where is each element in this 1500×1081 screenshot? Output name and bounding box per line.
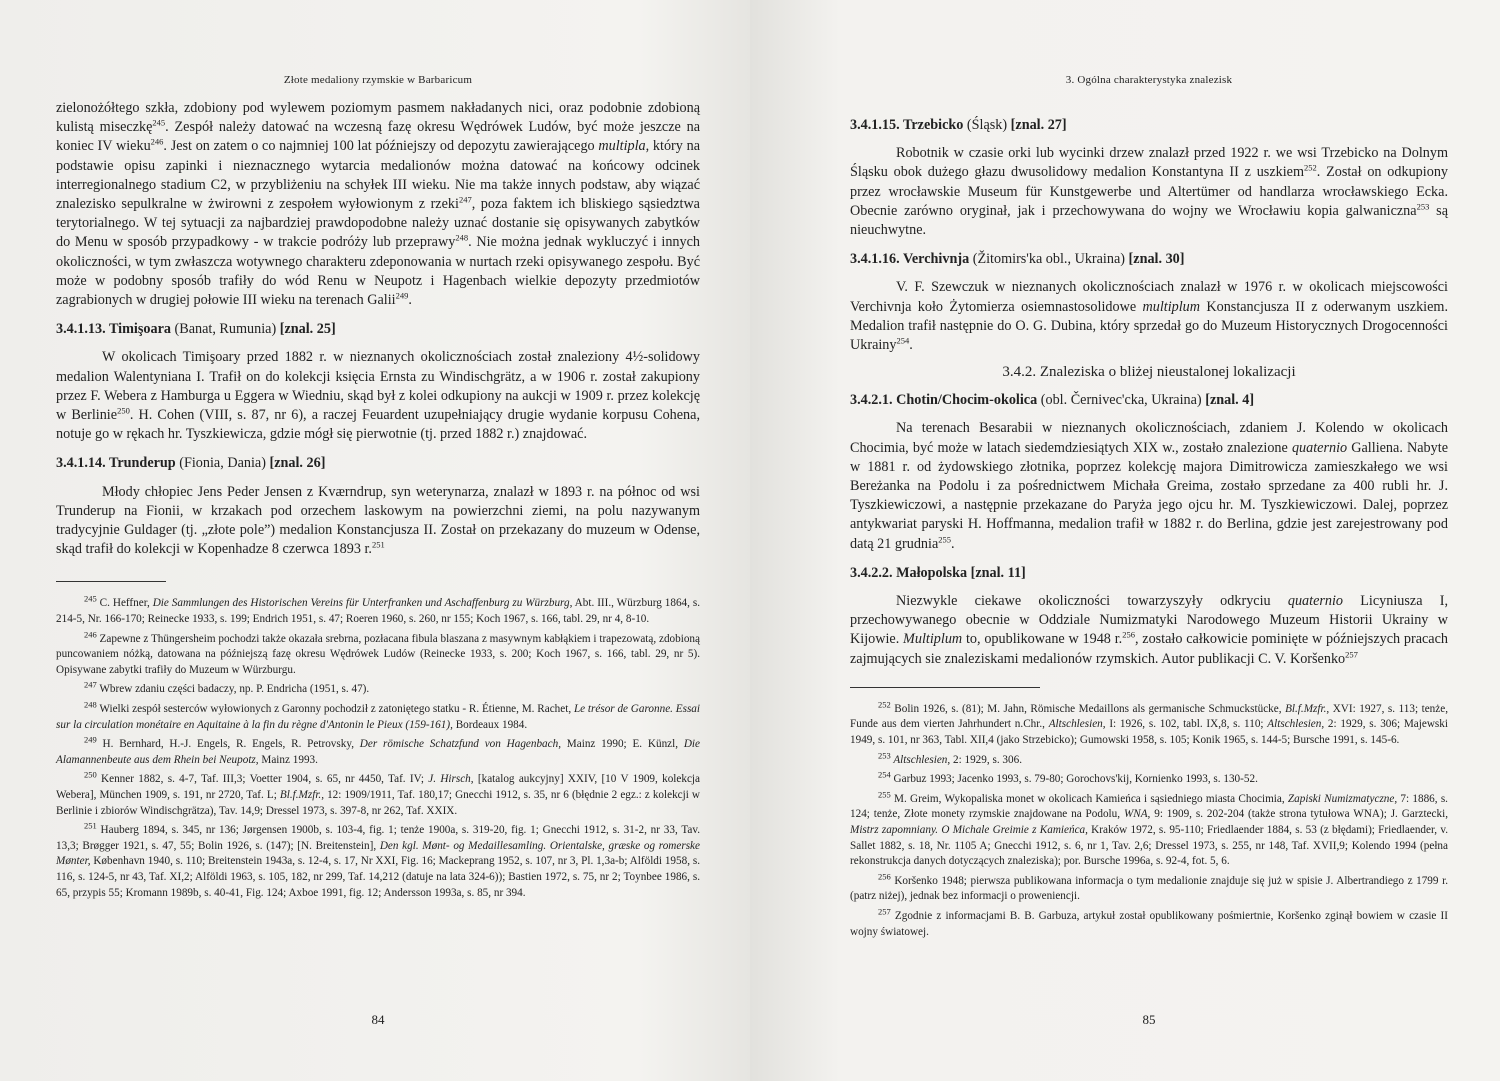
text-span: zielonożółtego szkła, zdobiony pod wylewem poziomym pasmem nakładanych nici, oraz podobnie zdobioną kulistą miseczkę	[56, 100, 700, 136]
text-span: 2: 1929, s. 306; Majewski 1949, s. 101, nr 363, Tabl. XII,4 (jako Strzebicko); Gumowski 1958, s. 105; Konik 1965, s. 144-5; Bursche 1991, s. 145-6.	[850, 718, 1448, 747]
italic-span: Die Alamannenbeute aus dem Rhein bei Neupotz,	[56, 738, 700, 766]
footnote-number: 251	[84, 820, 97, 831]
section-heading-3-4-2-1	[850, 391, 1448, 410]
text-span: . Nie można jednak wykluczyć i innych okoliczności, w tym zwłaszcza wotywnego charakteru zdeponowania w nurtach rzeki opisywanego zespołu. Być może w podobny sposób trafiły do wód Renu w Neupotz i Hagenbach wielkie depozyty przedmiotów zagrabionych w drugiej połowie III wieku na terenach Galii	[56, 234, 700, 309]
text-span: . Został on odkupiony przez wrocławskie Museum für Kunstgewerbe und Altertümer od handlarza wrocławskiego Ecka. Obecnie zarówno oryginał, jak i przechowywana do wojny we Wrocławiu kopia galwaniczna	[850, 164, 1449, 219]
footnote-ref: 247	[458, 194, 472, 205]
heading-number-place: 3.4.2.1. Chotin/Chocim-okolica	[850, 392, 1038, 409]
footnote-ref: 249	[395, 290, 409, 301]
text-span: Hauberg 1894, s. 345, nr 136; Jørgensen 1900b, s. 103-4, fig. 1; tenże 1900a, s. 319-20, fig. 1; Gnecchi 1912, s. 31-2, nr 33, Tav. 13,3; Brøgger 1921, s. 47, 55; Bolin 1926, s. (147); [N. Breitenstein],	[56, 824, 700, 852]
footnote-ref: 254	[896, 335, 910, 346]
section-paragraph	[850, 144, 1448, 240]
footnote-246	[56, 628, 700, 679]
heading-number-place: 3.4.1.14. Trunderup	[56, 455, 176, 472]
footnote-number: 252	[878, 699, 891, 710]
heading-region: (Śląsk)	[963, 117, 1011, 133]
section-heading-3-4-1-14	[56, 454, 700, 473]
running-head: 3. Ogólna charakterystyka znalezisk	[1065, 74, 1233, 86]
text-span: Młody chłopiec Jens Peder Jensen z Kværndrup, syn weterynarza, znalazł w 1893 r. na północ od wsi Trunderup na Fionii, w krzakach pod orzechem laskowym na powierzchni ziemi, na polu nazywanym tradycyjnie Guldager (tj. „złote pole”) medalion Konstancjusza II. Został on przekazany do muzeum w Odense, skąd trafił do kolekcji w Kopenhadze 8 czerwca 1893 r.	[56, 483, 700, 558]
heading-number-place: 3.4.1.15. Trzebicko	[850, 117, 964, 133]
footnote-number: 245	[84, 593, 97, 604]
italic-span: quaternio	[1287, 593, 1344, 610]
footnote-255	[850, 789, 1448, 870]
italic-span: Den kgl. Mønt- og Medaillesamling. Orientalske, græske og romerske Mønter,	[56, 839, 700, 868]
section-heading-3-4-2-2	[850, 564, 1448, 583]
section-heading-3-4-2: 3.4.2. Znaleziska o bliżej nieustalonej lokalizacji	[1002, 364, 1296, 381]
heading-region: (obl. Černivec'cka, Ukraina)	[1037, 392, 1206, 409]
footnote-number: 246	[84, 628, 97, 639]
text-span: to, opublikowane w 1948 r.	[962, 631, 1123, 648]
text-span: Niezwykle ciekawe okoliczności towarzyszyły odkryciu	[896, 593, 1288, 610]
heading-find-tag: [znal. 30]	[1128, 251, 1185, 268]
italic-span: multiplum	[1142, 298, 1201, 315]
text-span: Zapewne z Thüngersheim pochodzi także okazała srebrna, pozłacana fibula blaszana z masywnym kabłąkiem i trapezowatą, zdobioną puncowaniem nóżką, datowana na późniejszą fazę okresu Wędrówek Ludów (Reinecke 1933, s. 200; Koch 1967, s. 166, tabl. 29, nr 5). Opisywane zabytki trafiły do Muzeum w Würzburgu.	[56, 632, 700, 676]
text-span: C. Heffner,	[96, 597, 153, 610]
text-span: , który na podstawie opisu zapinki i nieznacznego wytarcia medalionów można datować na końcowy odcinek interregionalnego stadium C2, w przybliżeniu na schyłek III wieku. Nie ma także innych podstaw, aby wiązać znalezisko sepulkralne w żwirowni z zespołem wyłowionym z rzeki	[56, 138, 700, 213]
footnote-number: 253	[878, 749, 891, 760]
heading-number-place: 3.4.1.13. Timişoara	[56, 321, 171, 338]
section-heading-3-4-1-15	[850, 116, 1448, 135]
text-span: XVI: 1927, s. 113; tenże, Funde aus dem vierten Jahrhundert n.Chr.,	[850, 702, 1448, 731]
text-span: 12: 1909/1911, Taf. 180,17; Gnecchi 1912, s. 35, nr 6 (błędnie 2 egz.: z kolekcji w Berlinie i zbiorów Windischgrätza), Tav. 14,9; Dressel 1973, s. 397-8, nr 262, Taf. XXIX.	[56, 789, 701, 817]
text-span: .	[951, 535, 955, 552]
footnote-256	[850, 871, 1448, 905]
footnote-247	[56, 679, 700, 698]
text-span: Kenner 1882, s. 4-7, Taf. III,3; Voetter 1904, s. 65, nr 4450, Taf. IV;	[96, 773, 429, 786]
heading-number-place: 3.4.1.16. Verchivnja	[850, 251, 970, 268]
text-span: .	[408, 292, 412, 309]
footnote-245	[56, 593, 701, 627]
heading-find-tag: [znal. 11]	[970, 564, 1026, 581]
text-span: København 1940, s. 110; Breitenstein 1943a, s. 12-4, s. 17, Nr XXI, Fig. 16; Mackeprang 1952, s. 107, nr 3, Pl. 1,3a-b; Alföldi 1958, s. 116, s. 124-5, nr 43, Taf. XI,2; Alföldi 1963, s. 105, 182, nr 299, Taf. 14,212 (datuje na lata 324-6)); Bastien 1972, s. 75, nr 2; Toynbee 1986, s. 65, przypis 55; Kromann 1989b, s. 40-41, Fig. 124; Axboe 1991, fig. 12; Andersson 1993a, s. 85, nr 394.	[56, 855, 700, 899]
text-span: V. F. Szewczuk w nieznanych okolicznościach znalazł w 1976 r. w okolicach miejscowości Verchivnja koło Żytomierza osiemnastosolidowe	[850, 279, 1448, 315]
text-span: Licyniusza I, przechowywanego obecnie w Oddziale Numizmatyki Narodowego Muzeum Historii Ukrainy w Kijowie.	[850, 593, 1448, 648]
footnote-number: 257	[878, 906, 891, 917]
footnote-divider	[56, 581, 166, 582]
text-span: .	[909, 337, 913, 354]
footnote-number: 250	[84, 769, 97, 780]
text-span: . Zespół należy datować na wczesną fazę okresu Wędrówek Ludów, być może jeszcze na koniec IV wieku	[56, 119, 700, 155]
footnote-ref: 253	[1416, 201, 1430, 212]
right-page	[750, 0, 1500, 1081]
running-head: Złote medaliony rzymskie w Barbaricum	[283, 74, 473, 86]
footnote-ref: 256	[1122, 629, 1135, 640]
footnote-249	[56, 734, 700, 768]
text-span: Robotnik w czasie orki lub wycinki drzew znalazł przed 1922 r. we wsi Trzebicko na Dolnym Śląsku obok dużego głazu dwusolidowy medalion Konstantyna II z uszkiem	[850, 145, 1448, 181]
footnote-ref: 255	[938, 533, 951, 544]
heading-number-place: 3.4.2.2. Małopolska	[850, 564, 968, 581]
section-paragraph	[56, 348, 700, 444]
text-span: są nieuchwytne.	[850, 202, 1448, 239]
footnote-divider	[850, 687, 1040, 688]
italic-span: Zapiski Numizmatyczne,	[1287, 792, 1398, 805]
text-span: [katalog aukcyjny] XXIV, [10 V 1909, kolekcja Webera], München 1909, s. 191, nr 2720, Taf. L;	[56, 773, 701, 801]
text-span: H. Bernhard, H.-J. Engels, R. Engels, R. Petrovsky,	[96, 738, 360, 751]
italic-span: J. Hirsch,	[428, 773, 474, 786]
footnote-number: 255	[878, 789, 891, 800]
text-span: Kraków 1972, s. 95-110; Friedlaender 1884, s. 53 (z błędami); Friedlaender, v. Sallet 1882, s. 18, Nr. 1105 A; Gnecchi 1912, s. 6, nr 1, Tav. 2,6; Dressel 1973, s. 255, nr 148, Taf. XVII,9; Kolendo 1994 (pełna rekonstrukcja danych dotyczących znaleziska); por. Bursche 1996a, s. 92-4, fot. 5, 6.	[850, 824, 1448, 868]
section-paragraph	[850, 592, 1448, 669]
page-number: 84	[371, 1012, 385, 1027]
text-span: , poza faktem ich bliskiego sąsiedztwa terytorialnego. W tej sytuacji za najbardziej prawdopodobne należy uznać dostanie się opisywanych zabytków do Menu w sposób przypadkowy - w trakcie podróży lub przeprawy	[56, 196, 700, 251]
footnote-252	[850, 699, 1448, 749]
footnote-number: 249	[84, 734, 97, 745]
page-number: 85	[1142, 1012, 1156, 1027]
footnote-ref: 251	[371, 539, 385, 550]
italic-span: Le trésor de Garonne. Essai sur la circulation monétaire en Aquitaine à la fin du règne d'Antonin le Pieux (159-161),	[56, 703, 701, 731]
italic-span: Bl.f.Mzfr.,	[1285, 702, 1330, 715]
text-span: W okolicach Timişoary przed 1882 r. w nieznanych okolicznościach został znaleziony 4½-solidowy medalion Walentyniana I. Trafił on do kolekcji księcia Ernsta zu Windischgrätz, a w 1906 r. został zakupiony przez F. Webera z Hamburga u Eggera w Wiedniu, skąd był z kolei odkupiony na aukcji w 1909 r. przez kolekcję w Berlinie	[56, 349, 700, 424]
text-span: , zostało całkowicie pominięte w późniejszych pracach zajmujących sie znaleziskami medalionów rzymskich. Autor publikacji C. V. Koršenko	[850, 631, 1448, 667]
footnote-number: 247	[84, 679, 97, 690]
footnote-ref: 252	[1304, 162, 1317, 173]
text-span: . Jest on zatem o co najmniej 100 lat późniejszy od depozytu zawierającego	[163, 138, 599, 155]
text-span: Garbuz 1993; Jacenko 1993, s. 79-80; Gorochovs'kij, Kornienko 1993, s. 130-52.	[890, 773, 1258, 786]
italic-span: Altschlesien,	[890, 753, 951, 766]
text-span: Bordeaux 1984.	[452, 718, 528, 731]
text-span: Wbrew zdaniu części badaczy, np. P. Endricha (1951, s. 47).	[96, 683, 370, 696]
footnote-248	[56, 699, 701, 733]
footnote-250	[56, 769, 701, 819]
heading-find-tag: [znal. 4]	[1205, 392, 1255, 409]
italic-span: Altschlesien,	[1267, 718, 1325, 731]
italic-span: Multiplum	[903, 631, 963, 648]
text-span: Mainz 1993.	[258, 753, 318, 766]
footnote-ref: 248	[455, 232, 469, 243]
italic-span: multipla	[598, 138, 646, 155]
italic-span: Mistrz zapomniany. O Michale Greimie z Kamieńca,	[850, 824, 1088, 837]
italic-span: quaternio	[1291, 439, 1348, 456]
heading-region: (Banat, Rumunia)	[170, 321, 280, 338]
italic-span: WNA,	[1123, 808, 1151, 821]
footnote-number: 248	[84, 699, 97, 710]
section-paragraph	[850, 419, 1448, 553]
footnote-ref: 246	[150, 136, 164, 147]
text-span: Galliena. Nabyte w 1881 r. od żydowskiego złotnika, poprzez kolekcję majora Dimitrowicza zamieszkałego we wsi Bereżanka na Podolu i za pośrednictwem Michała Greima, zostało sprzedane za 400 rubli hr. J. Tyszkiewiczowi, a następnie przekazane do Paryża jego ojcu hr. M. Tyszkiewiczowi. Dalej, poprzez antykwariat paryski H. Hoffmanna, medalion trafił w 1882 r. do Berlina, gdzie jest zarejestrowany pod datą 21 grudnia	[850, 439, 1448, 552]
section-paragraph	[850, 278, 1448, 355]
text-span: Bolin 1926, s. (81); M. Jahn, Römische Medaillons als germanische Schmuckstücke,	[890, 702, 1286, 715]
heading-region: (Žitomirs'ka obl., Ukraina)	[969, 251, 1129, 268]
section-heading-3-4-1-13	[56, 320, 700, 339]
text-span: Konstancjusza II z oderwanym uszkiem. Medalion trafił następnie do O. G. Dubina, który sprzedał go do Muzeum Historycznych Drogocenności Ukrainy	[850, 298, 1448, 354]
text-span: 2: 1929, s. 306.	[950, 753, 1022, 766]
footnote-253	[850, 749, 1448, 769]
text-span: I: 1926, s. 102, tabl. IX,8, s. 110;	[1105, 718, 1268, 731]
footnote-ref: 250	[117, 405, 130, 416]
heading-region: (Fionia, Dania)	[175, 455, 270, 472]
text-span: 7: 1886, s. 124; tenże, Złote monety rzymskie znajdowane na Podolu,	[850, 792, 1448, 821]
text-span: Zgodnie z informacjami B. B. Garbuza, artykuł został opublikowany pośmiertnie, Koršenko zginął bowiem w czasie II wojny światowej.	[850, 910, 1448, 938]
footnote-ref: 245	[152, 117, 166, 128]
text-span: 9: 1909, s. 202-204 (także strona tytułowa WNA); J. Garztecki,	[1150, 808, 1448, 821]
heading-find-tag: [znal. 26]	[269, 455, 326, 472]
italic-span: Altschlesien,	[1048, 718, 1106, 731]
footnote-251	[56, 820, 700, 901]
section-paragraph	[56, 483, 700, 560]
heading-find-tag: [znal. 27]	[1010, 117, 1067, 133]
italic-span: Die Sammlungen des Historischen Vereins für Unterfranken und Aschaffenburg zu Würzburg,	[152, 597, 573, 610]
footnote-number: 254	[878, 769, 891, 780]
text-span: M. Greim, Wykopaliska monet w okolicach Kamieńca i sąsiedniego miasta Chocimia,	[890, 792, 1288, 805]
text-span: . H. Cohen (VIII, s. 87, nr 6), a raczej Feuardent uzupełniający drugie wydanie korpusu Cohena, notuje go w rękach hr. Tyszkiewicza, gdzie mógł się pierwotnie (tj. przed 1882 r.) znajdować.	[56, 407, 700, 443]
italic-span: Bl.f.Mzfr.,	[279, 789, 325, 801]
intro-paragraph	[56, 99, 700, 310]
footnote-254	[850, 769, 1448, 788]
text-span: Abt. III., Würzburg 1864, s. 214-5, Nr. 166-170; Reinecke 1933, s. 199; Endrich 1951, s. 47; Roeren 1960, s. 260, nr 155; Koch 1967, s. 166, tabl. 29, nr 4, 8-10.	[56, 597, 701, 626]
footnote-ref: 257	[1345, 648, 1358, 659]
italic-span: Der römische Schatzfund von Hagenbach,	[359, 738, 562, 751]
footnote-number: 256	[878, 871, 891, 882]
text-span: Wielki zespół sesterców wyłowionych z Garonny pochodził z zatoniętego statku - R. Étienne, M. Rachet,	[96, 703, 574, 716]
text-span: Koršenko 1948; pierwsza publikowana informacja o tym medalionie znajduje się już w spisie J. Albertrandiego z 1799 r. (patrz niżej), jednak bez informacji o proweniencji.	[850, 874, 1448, 903]
text-span: Na terenach Besarabii w nieznanych okolicznościach, zdaniem J. Kolendo w okolicach Chocimia, być może w latach siedemdziesiątych XIX w., zostało znalezione	[850, 420, 1448, 456]
section-heading-3-4-1-16	[850, 250, 1448, 269]
heading-find-tag: [znal. 25]	[279, 321, 336, 338]
text-span: Mainz 1990; E. Künzl,	[561, 738, 684, 751]
footnote-257	[850, 906, 1448, 940]
